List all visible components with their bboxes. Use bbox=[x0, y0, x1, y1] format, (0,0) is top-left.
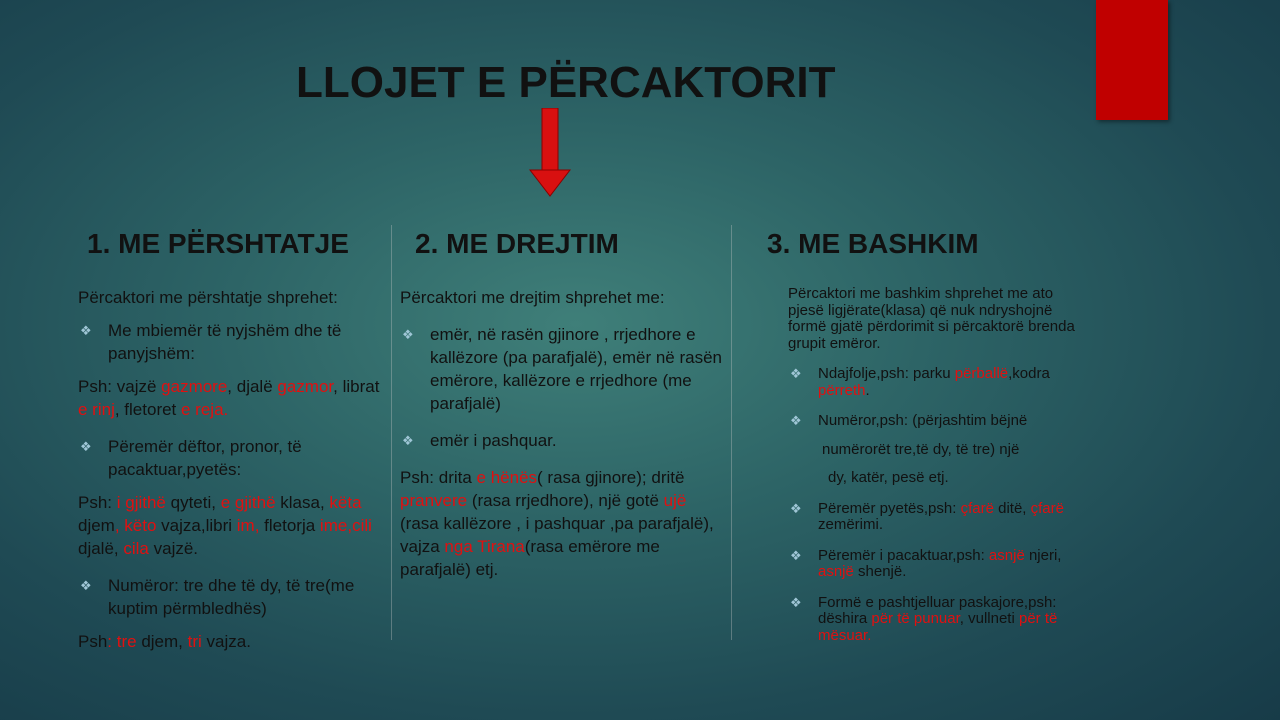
example-text: Psh: vajzë gazmore, djalë gazmor, librat e rinj, fletoret e reja. bbox=[78, 377, 380, 419]
column-bashkim bbox=[788, 286, 1088, 654]
list-item: ❖ emër, në rasën gjinore , rrjedhore e kallëzore (pa parafjalë), emër në rasën emërore, kallëzore e rrjedhore (me parafjalë) bbox=[402, 325, 722, 413]
example-text: Psh: tre djem, tri vajza. bbox=[78, 632, 251, 651]
diamond-bullet-icon: ❖ bbox=[402, 433, 414, 448]
diamond-bullet-icon: ❖ bbox=[790, 547, 802, 563]
diamond-bullet-icon: ❖ bbox=[790, 594, 802, 610]
list-item: ❖ Me mbiemër të nyjshëm dhe të panyjshëm: bbox=[80, 321, 342, 363]
diamond-bullet-icon: ❖ bbox=[80, 578, 92, 593]
list-item: ❖ Përemër pyetës,psh: çfarë ditë, çfarë zemërimi. bbox=[790, 499, 1064, 533]
down-arrow-icon bbox=[528, 108, 572, 198]
diamond-bullet-icon: ❖ bbox=[402, 327, 414, 342]
diamond-bullet-icon: ❖ bbox=[790, 413, 802, 428]
slide-title: LLOJET E PËRCAKTORIT bbox=[296, 58, 836, 107]
heading-me-drejtim: 2. ME DREJTIM bbox=[415, 228, 619, 259]
diamond-bullet-icon: ❖ bbox=[790, 500, 802, 516]
red-corner-block bbox=[1096, 0, 1168, 120]
list-item-continuation: dy, katër, pesë etj. bbox=[828, 469, 949, 486]
intro-text: Përcaktori me bashkim shprehet me ato pjesë ligjërate(klasa) që nuk ndryshojnë formë gjatë përdorimit si përcaktorë brenda grupit emëror. bbox=[788, 285, 1075, 352]
example-text: Psh: i gjithë qyteti, e gjithë klasa, këta djem, këto vajza,libri im, fletorja ime,cili djalë, cila vajzë. bbox=[78, 493, 372, 558]
list-item: ❖ emër i pashquar. bbox=[402, 431, 557, 450]
list-item: ❖ Numëror: tre dhe të dy, të tre(me kuptim përmbledhës) bbox=[80, 576, 355, 618]
heading-me-pershtatje: 1. ME PËRSHTATJE bbox=[87, 228, 349, 259]
divider-1 bbox=[391, 225, 392, 640]
list-item: ❖ Formë e pashtjelluar paskajore,psh: dëshira për të punuar, vullneti për të mësuar. bbox=[790, 593, 1058, 644]
diamond-bullet-icon: ❖ bbox=[80, 439, 92, 454]
diamond-bullet-icon: ❖ bbox=[790, 366, 802, 381]
list-item: ❖ Numëror,psh: (përjashtim bëjnë bbox=[790, 412, 1028, 429]
list-item: ❖ Përemër dëftor, pronor, të pacaktuar,pyetës: bbox=[80, 437, 302, 479]
intro-text: Përcaktori me përshtatje shprehet: bbox=[78, 288, 338, 307]
diamond-bullet-icon: ❖ bbox=[80, 323, 92, 338]
column-drejtim bbox=[400, 286, 722, 591]
list-item: ❖ Përemër i pacaktuar,psh: asnjë njeri, asnjë shenjë. bbox=[790, 546, 1062, 580]
column-pershtatje bbox=[78, 286, 383, 663]
intro-text: Përcaktori me drejtim shprehet me: bbox=[400, 288, 665, 307]
list-item: ❖ Ndajfolje,psh: parku përballë,kodra përreth. bbox=[790, 365, 1050, 399]
divider-2 bbox=[731, 225, 732, 640]
example-text: Psh: drita e hënës( rasa gjinore); dritë pranvere (rasa rrjedhore), një gotë ujë (rasa kallëzore , i pashquar ,pa parafjalë), vajza nga Tirana(rasa emërore me parafjalë) etj. bbox=[400, 468, 714, 579]
list-item-continuation: numërorët tre,të dy, të tre) një bbox=[822, 440, 1020, 458]
heading-me-bashkim: 3. ME BASHKIM bbox=[767, 228, 979, 259]
